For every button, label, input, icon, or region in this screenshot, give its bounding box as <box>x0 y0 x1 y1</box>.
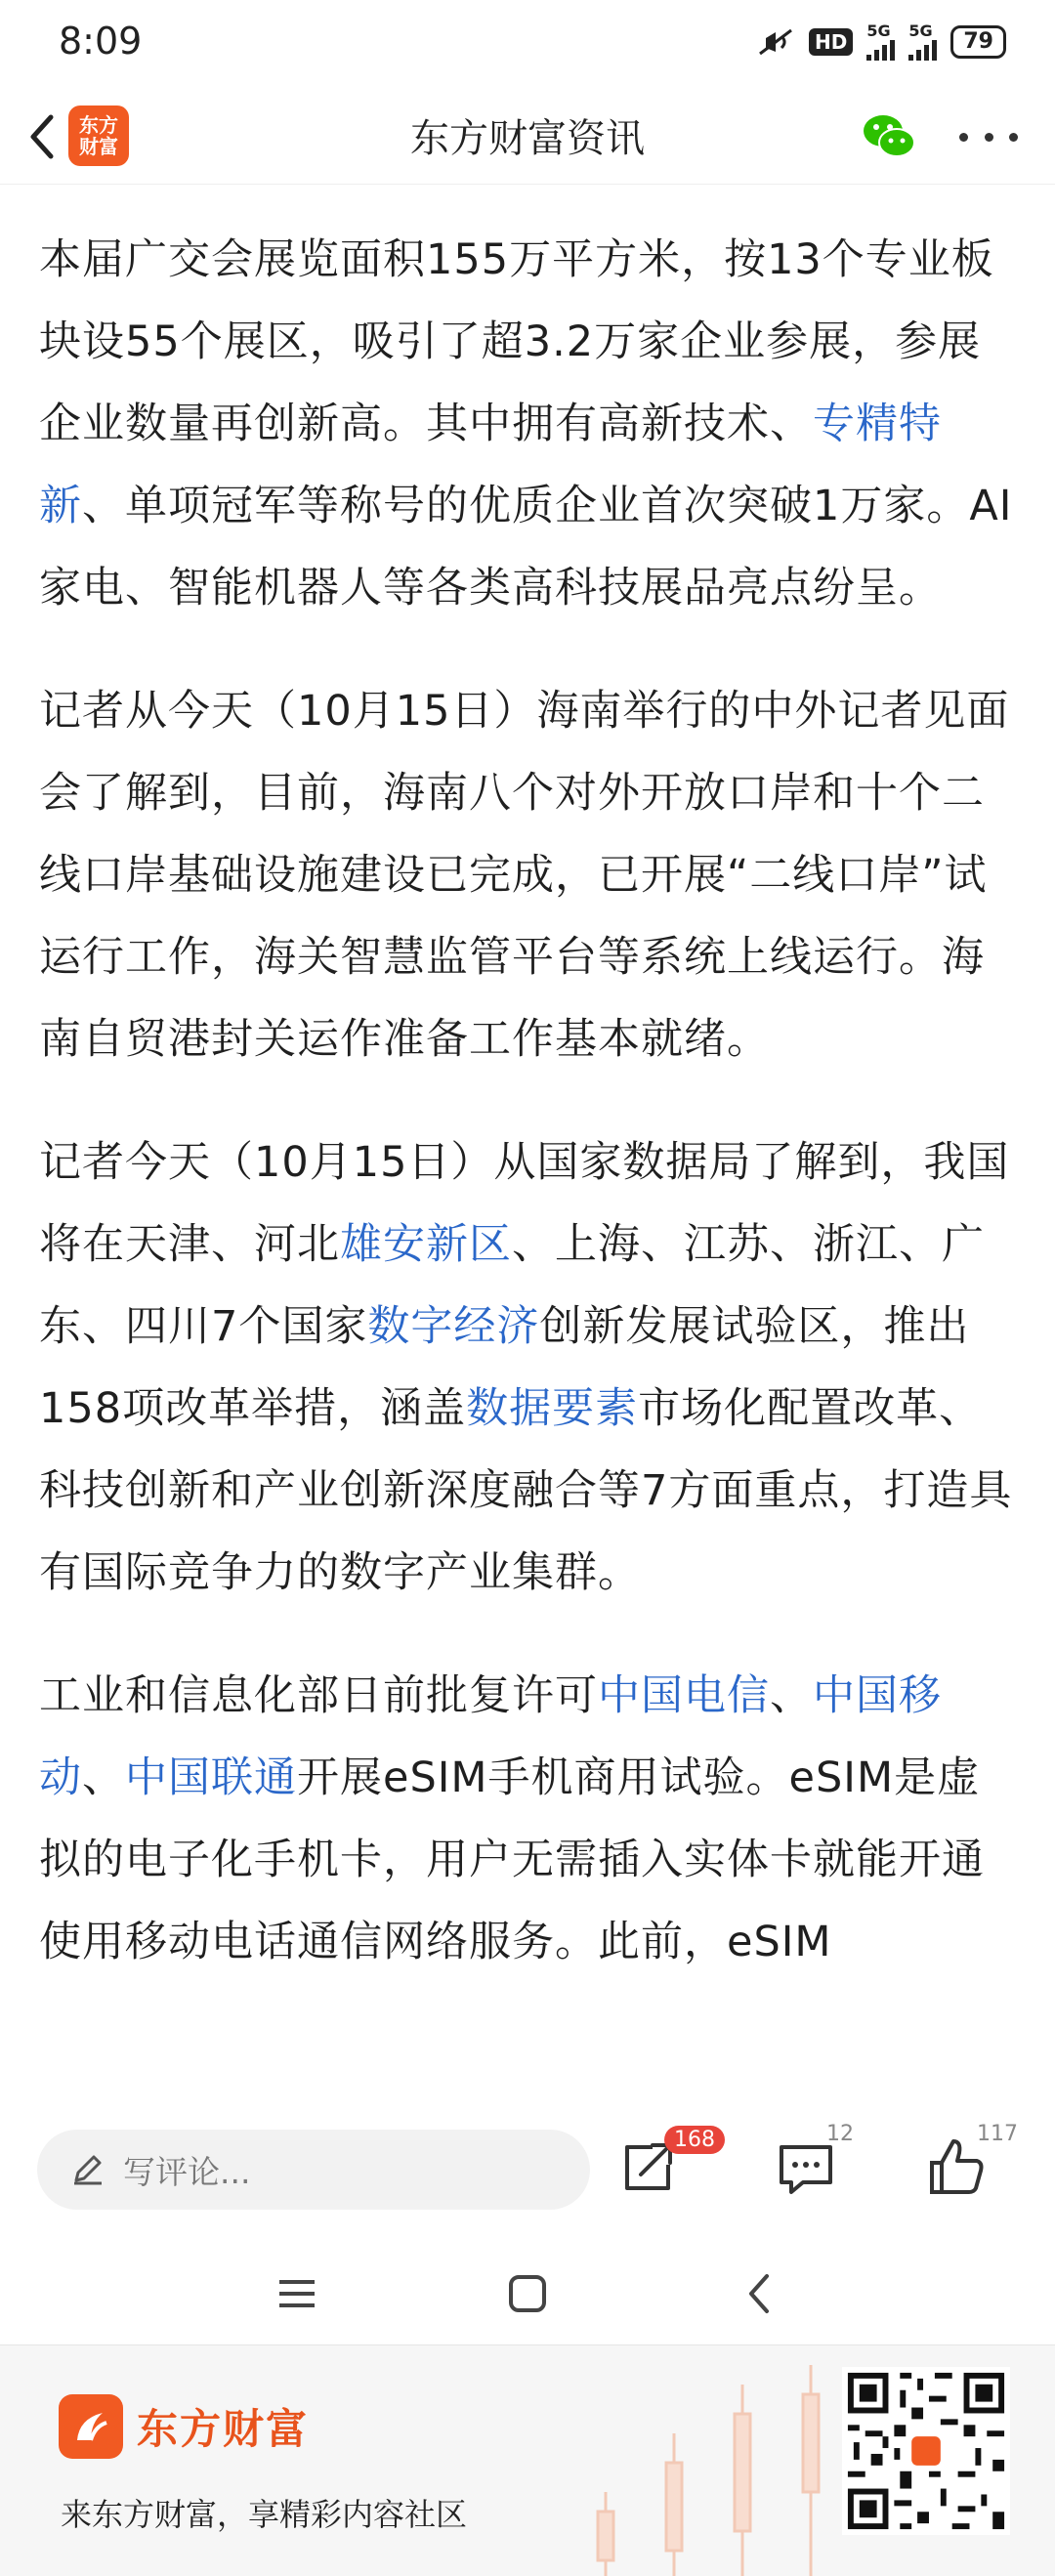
signal-bars-icon <box>908 39 937 61</box>
signal-1 <box>866 23 895 61</box>
promo-footer <box>0 2344 1055 2576</box>
comment-count: 12 <box>826 2122 854 2146</box>
article-paragraph: 记者今天（10月15日）从国家数据局了解到，我国将在天津、河北雄安新区、上海、江苏、浙江、广东、四川7个国家数字经济创新发展试验区，推出158项改革举措，涵盖数据要素市场化配置改革、科技创新和产业创新深度融合等7方面重点，打造具有国际竞争力的数字产业集群。 <box>39 1138 1013 1597</box>
dot-icon <box>1009 133 1018 142</box>
keyword-link[interactable]: 中国电信 <box>598 1671 770 1720</box>
footer-slogan: 来东方财富，享精彩内容社区 <box>61 2496 468 2533</box>
more-options-button[interactable] <box>959 117 1018 156</box>
hd-badge: HD <box>809 28 853 56</box>
keyword-link[interactable]: 雄安新区 <box>340 1220 512 1269</box>
home-button[interactable] <box>498 2264 557 2323</box>
keyword-link[interactable]: 中国联通 <box>125 1753 297 1802</box>
system-back-button[interactable] <box>729 2264 787 2323</box>
like-count: 117 <box>977 2122 1018 2146</box>
top-nav <box>0 90 1055 185</box>
battery-indicator: 79 <box>950 25 1006 59</box>
network-label-2: 5G <box>908 21 933 40</box>
candlestick-decoration <box>547 2345 840 2576</box>
status-icons <box>756 23 1006 61</box>
comment-input[interactable] <box>37 2130 590 2210</box>
chevron-left-icon <box>743 2272 773 2315</box>
keyword-link[interactable]: 中国移动 <box>39 1671 942 1802</box>
article-paragraph: 本届广交会展览面积155万平方米，按13个专业板块设55个展区，吸引了超3.2万家企业参展，参展企业数量再创新高。其中拥有高新技术、专精特新、单项冠军等称号的优质企业首次突破1万家。AI家电、智能机器人等各类高科技展品亮点纷呈。 <box>39 235 1013 612</box>
status-time: 8:09 <box>59 20 143 63</box>
keyword-link[interactable]: 专精特新 <box>39 400 942 530</box>
pencil-icon <box>70 2151 106 2186</box>
qr-code-icon <box>842 2367 1010 2535</box>
article-paragraph: 工业和信息化部日前批复许可中国电信、中国移动、中国联通开展eSIM手机商用试验。eSIM是虚拟的电子化手机卡，用户无需插入实体卡就能开通使用移动电话通信网络服务。此前，eSIM <box>39 1671 985 1966</box>
mute-icon <box>756 26 795 58</box>
recent-apps-button[interactable] <box>268 2264 326 2323</box>
signal-2 <box>908 23 937 61</box>
wechat-icon <box>860 111 918 162</box>
comment-placeholder: 写评论... <box>123 2153 251 2191</box>
dot-icon <box>959 133 968 142</box>
dot-icon <box>985 133 993 142</box>
signal-bars-icon <box>866 39 895 61</box>
wechat-share-button[interactable] <box>860 111 918 162</box>
article-body <box>39 186 1016 2108</box>
keyword-link[interactable]: 数字经济 <box>367 1302 540 1351</box>
system-nav-bar <box>0 2245 1055 2344</box>
keyword-link[interactable]: 数据要素 <box>466 1384 639 1433</box>
network-label-1: 5G <box>866 21 891 40</box>
status-bar <box>0 0 1055 90</box>
bottom-action-bar <box>0 2108 1055 2245</box>
brand-mark-icon <box>59 2394 123 2459</box>
square-icon <box>508 2274 547 2313</box>
article-paragraph: 记者从今天（10月15日）海南举行的中外记者见面会了解到，目前，海南八个对外开放口岸和十个二线口岸基础设施建设已完成，已开展“二线口岸”试运行工作，海关智慧监管平台等系统上线运行。海南自贸港封关运作准备工作基本就绪。 <box>39 687 1010 1064</box>
menu-icon <box>277 2276 316 2311</box>
footer-logo <box>59 2394 309 2459</box>
footer-brand: 东方财富 <box>137 2405 310 2453</box>
app-logo: 东方 财富 <box>68 106 129 166</box>
page-title: 东方财富资讯 <box>410 116 645 161</box>
share-count-badge: 168 <box>664 2126 725 2154</box>
